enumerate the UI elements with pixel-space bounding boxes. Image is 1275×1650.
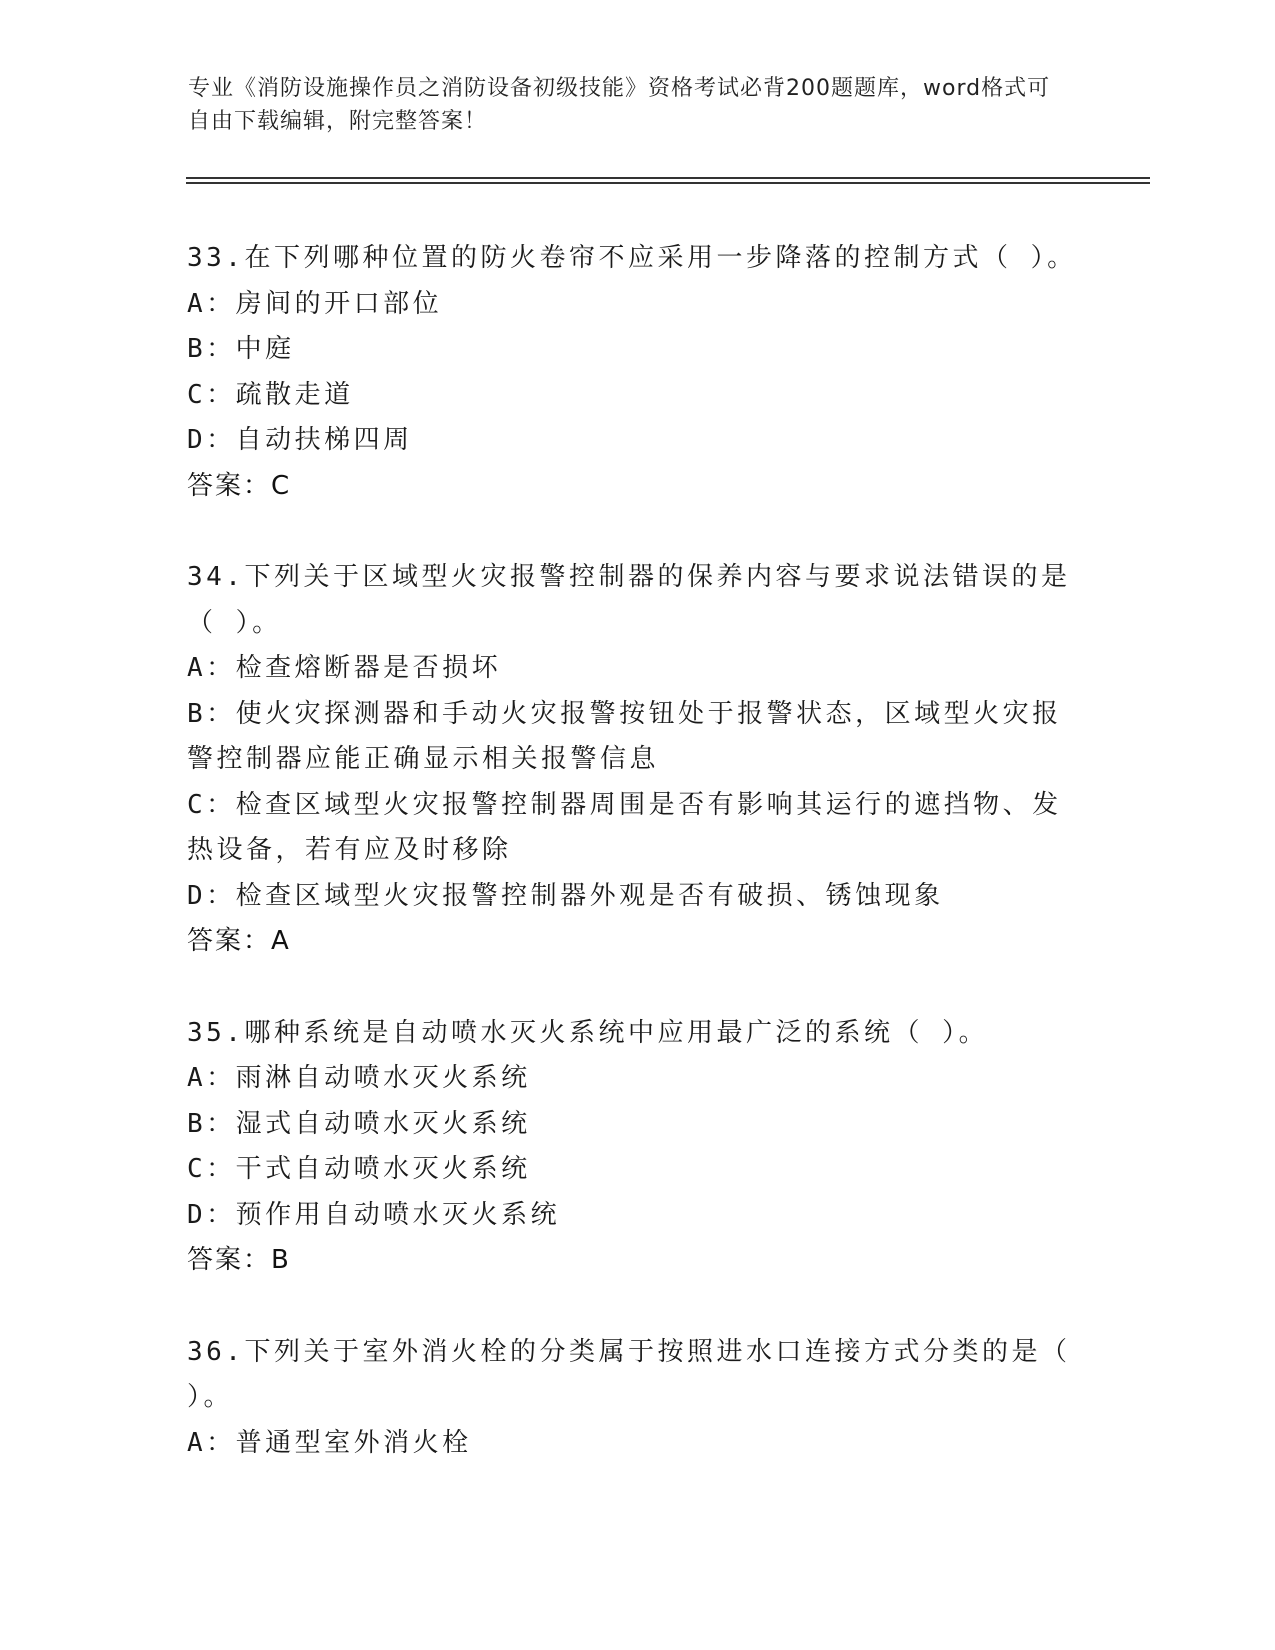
option-d: D：检查区域型火灾报警控制器外观是否有破损、锈蚀现象 (187, 880, 944, 911)
question-36 (187, 1330, 1087, 1467)
document-header: 专业《消防设施操作员之消防设备初级技能》资格考试必背200题题库，word格式可自由下载编辑，附完整答案！ (188, 76, 1051, 134)
question-stem: 36.下列关于室外消火栓的分类属于按照进水口连接方式分类的是（ ）。 (187, 1336, 1071, 1412)
header-divider-top (186, 177, 1150, 179)
question-34 (187, 555, 1087, 965)
answer: 答案：B (187, 1245, 291, 1275)
answer: 答案：A (187, 926, 291, 956)
option-a: A：检查熔断器是否损坏 (187, 653, 502, 683)
question-35 (187, 1011, 1087, 1284)
option-b: B：使火灾探测器和手动火灾报警按钮处于报警状态，区域型火灾报警控制器应能正确显示相关报警信息 (187, 698, 1062, 774)
question-list (187, 236, 1087, 1512)
option-b: B：湿式自动喷水灭火系统 (187, 1108, 531, 1139)
option-c: C：疏散走道 (187, 379, 354, 410)
answer: 答案：C (187, 470, 292, 501)
option-c: C：检查区域型火灾报警控制器周围是否有影响其运行的遮挡物、发热设备，若有应及时移除 (187, 789, 1062, 865)
question-stem: 35.哪种系统是自动喷水灭火系统中应用最广泛的系统（ ）。 (187, 1017, 989, 1048)
option-c: C：干式自动喷水灭火系统 (187, 1154, 531, 1184)
option-b: B：中庭 (187, 334, 295, 364)
question-stem: 34.下列关于区域型火灾报警控制器的保养内容与要求说法错误的是（ ）。 (187, 562, 1071, 638)
option-a: A：普通型室外消火栓 (187, 1427, 472, 1458)
header-divider-bottom (186, 182, 1150, 184)
question-33 (187, 236, 1087, 509)
option-a: A：房间的开口部位 (187, 288, 443, 319)
option-d: D：预作用自动喷水灭火系统 (187, 1199, 561, 1230)
question-stem: 33.在下列哪种位置的防火卷帘不应采用一步降落的控制方式（ ）。 (187, 243, 1077, 273)
option-a: A：雨淋自动喷水灭火系统 (187, 1063, 531, 1093)
option-d: D：自动扶梯四周 (187, 425, 413, 455)
